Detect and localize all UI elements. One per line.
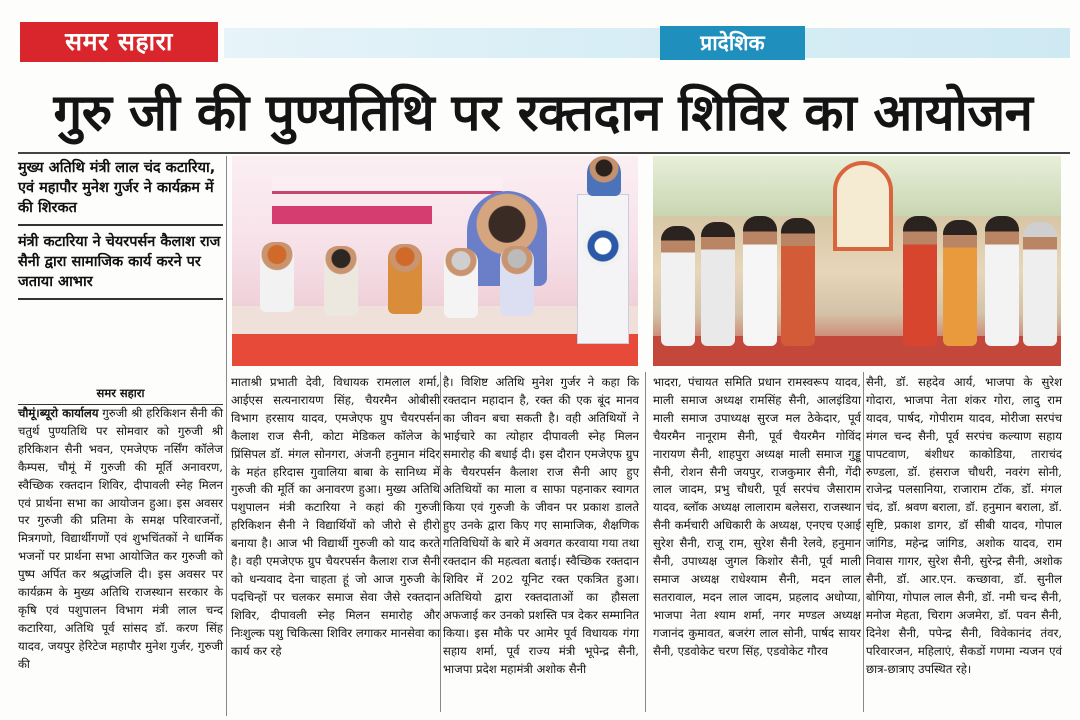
article-column-2: माताश्री प्रभाती देवी, विधायक रामलाल शर्मा, आईएस सत्यनारायण सिंह, चैयरमैन ओबीसी विभाग हरसाय यादव, एमजेएफ ग्रुप चैयरपर्सन कैलाश राज सैनी, कोटा मेडिकल कॉलेज के प्रिंसिपल डॉ. मंगल सोनगरा, अंजनी हनुमान मंदिर के महंत हरिदास गुवालिया बाबा के सानिध्य में गुरुजी की मूर्ति का अनावरण हुआ। मुख्य अतिथि पशुपालन मंत्री कटारिया ने कहां की गुरुजी हरिकिशन सैनी ने विद्यार्थियों को जीरो से हीरो बनाया है। आज भी विद्यार्थी गुरुजी को याद करते है। वही एमजेएफ ग्रुप चैयरपर्सन कैलाश राज सैनी को धन्यवाद देना चाहता हूं जो आज गुरुजी के पदचिन्हों पर चलकर समाज सेवा जैसे रक्तदान शिविर, दीपावली स्नेह मिलन समारोह और निःशुल्क पशु चिकित्सा शिविर लगाकर मानसेवा का कार्य कर रहे [231, 375, 440, 658]
stage-photo [232, 156, 638, 366]
guest [701, 222, 735, 346]
guest [985, 216, 1019, 346]
masthead-band [224, 28, 1070, 58]
podium [577, 194, 629, 344]
dateline: चौमूं।ब्यूरो कार्यालय [18, 406, 99, 420]
seated-guest [260, 242, 294, 312]
column-1-text: गुरुजी श्री हरिकिशन सैनी की चतुर्थ पुण्यतिथि पर सोमवार को गुरुजी श्री हरिकिशन सैनी भवन, एमजेएफ नर्सिंग कॉलेज कैम्पस, चौमूं में गुरुजी की मूर्ति अनावरण, स्वैच्छिक रक्तदान शिविर, दीपावली स्नेह मिलन एवं प्रार्थना सभा का आयोजन हुआ। इस अवसर पर गुरुजी की प्रतिमा के समक्ष परिवारजनों, मित्रगणो, विद्यार्थीगणों एवं शुभचिंतकों ने धार्मिक भजनों पर प्रार्थना सभा आयोजित कर गुरुजी को पुष्प अर्पित कर श्रद्धांजलि दी। इस अवसर पर कार्यक्रम के मुख्य अतिथि राजस्थान सरकार के कृषि एवं पशुपालन विभाग मंत्री लाल चन्द कटारिया, अतिथि पूर्व सांसद डॉ. करण सिंह यादव, जयपुर हेरिटेज महापौर मुनेश गुर्जर, गुरुजी की [18, 406, 223, 671]
headline-rule [18, 152, 1070, 154]
podium-logo [583, 226, 623, 266]
article-column-4: भादरा, पंचायत समिति प्रधान रामस्वरूप यादव, माली समाज अध्यक्ष रामसिंह सैनी, आलइंडिया माली समाज उपाध्यक्ष सुरज मल ठेकेदार, पूर्व चैयरमैन नानूराम सैनी, पूर्व चैयरमैन गोविंद नारायण सैनी, शाहपुरा अध्यक्ष माली समाज गुड्डू सैनी, रोशन सैनी जयपुर, राजकुमार सैनी, गेंदी लाल जादम, प्रभु चौधरी, पूर्व सरपंच जैसाराम यादव, ब्लॉक अध्यक्ष लालाराम बलेसरा, राजस्थान सैनी कर्मचारी अधिकारी के अध्यक्ष, एनएच एआई सुरेश सैनी, राजू राम, सुरेश सैनी रेलवे, हनुमान सैनी, उपाध्यक्ष जुगल किशोर सैनी, पूर्व माली समाज अध्यक्ष राधेश्याम सैनी, मदन लाल सतरावाल, मदन लाल जादम, प्रहलाद अधोप्या, भाजपा नेता श्याम शर्मा, नगर मण्डल अध्यक्ष गजानंद कुमावत, बजरंग लाल सोनी, पार्षद सायर सैनी, एडवोकेट चरण सिंह, एडवोकेट गौरव [653, 375, 861, 658]
column-divider [645, 372, 646, 712]
deck-2: मंत्री कटारिया ने चेयरपर्सन कैलाश राज सैनी द्वारा सामाजिक कार्य करने पर जताया आभार [18, 232, 223, 300]
article-column-3: है। विशिष्ट अतिथि मुनेश गुर्जर ने कहा कि रक्तदान महादान है, रक्त की एक बूंद मानव का जीवन बचा सकती है। वही अतिथियों ने भाईचारे का त्योहार दीपावली स्नेह मिलन समारोह की बधाई दी। इस दौरान एमजेएफ ग्रुप के चैयरपर्सन कैलाश राज सैनी आए हुए अतिथियों का माला व साफा पहनाकर स्वागत किया एवं गुरुजी के जीवन पर प्रकाश डालते हुए उनके द्वारा किए गए सामाजिक, शैक्षणिक गतिविधियों के बारे में अवगत करवाया गया तथा रक्तदान की महत्वता बताई। स्वैच्छिक रक्तदान शिविर में 202 यूनिट रक्त एकत्रित हुआ। अतिथियो द्वारा रक्तदाताओं का हौसला अफजाई कर उनको प्रशस्ति पत्र देकर सम्मानित किया। इस मौके पर आमेर पूर्व विधायक गंगा सहाय शर्मा, पूर्व राज्य मंत्री भूपेन्द्र सैनी, भाजपा प्रदेश महामंत्री अशोक सैनी [443, 375, 639, 676]
seated-guest [324, 246, 358, 316]
guest [661, 226, 695, 346]
deck-1: मुख्य अतिथि मंत्री लाल चंद कटारिया, एवं महापौर मुनेश गुर्जर ने कार्यक्रम में की शिरकत [18, 158, 223, 226]
article-column-1 [18, 405, 223, 674]
banner-ribbon [272, 206, 432, 224]
newspaper-logo: समर सहारा [20, 22, 218, 62]
speaker [587, 156, 621, 196]
guest [781, 218, 815, 346]
seated-guest [388, 244, 422, 314]
seated-guest [444, 248, 478, 318]
statue-shrine [833, 161, 893, 251]
guest [943, 220, 977, 346]
banner-graphic [272, 176, 502, 194]
masthead [20, 22, 1070, 64]
section-tag: प्रादेशिक [660, 26, 805, 60]
byline: समर सहारा [18, 384, 223, 405]
article-column-5: सैनी, डॉ. सहदेव आर्य, भाजपा के सुरेश गोदारा, भाजपा नेता शंकर गोरा, लादु राम यादव, पार्षद, गोपीराम यादव, मोरीजा सरपंच मंगल चन्द सैनी, पूर्व सरपंच कल्याण सहाय पापटवाण, बंशीधर काकोडिया, ताराचंद रुण्डला, डॉ. हंसराज चौधरी, नवरंग सोनी, राजेन्द्र पलसानिया, राजाराम टॉक, डॉ. मंगल चंद, डॉ. श्रवण बराला, डॉ. हनुमान बराला, डॉ. सृष्टि, प्रकाश डागर, डॉ सीबी यादव, गोपाल जांगिड, महेन्द्र जांगिड, अशोक यादव, राम निवास गागर, सुरेश सैनी, सुरेन्द्र सैनी, अशोक सैनी, डॉ. आर.एन. कच्छावा, डॉ. सुनील बोगिया, गोपाल लाल सैनी, डॉ. नमी चन्द सैनी, मनोज मेहता, चिराग अजमेरा, डॉ. पवन सैनी, दिनेश सैनी, पपेन्द्र सैनी, विवेकानंद तंवर, परिवारजन, महिलाएं, सैकडों गणमा न्यजन एवं छात्र-छात्राए उपस्थित रहे। [866, 375, 1062, 676]
guest [1023, 222, 1057, 346]
seated-guest [500, 246, 534, 316]
guest [903, 216, 937, 346]
column-divider [440, 372, 441, 712]
guest [743, 216, 777, 346]
column-divider [863, 372, 864, 712]
headline: गुरु जी की पुण्यतिथि पर रक्तदान शिविर का आयोजन [53, 84, 1033, 143]
column-divider [226, 156, 227, 716]
unveiling-photo [653, 156, 1061, 366]
deck-column [18, 158, 223, 300]
